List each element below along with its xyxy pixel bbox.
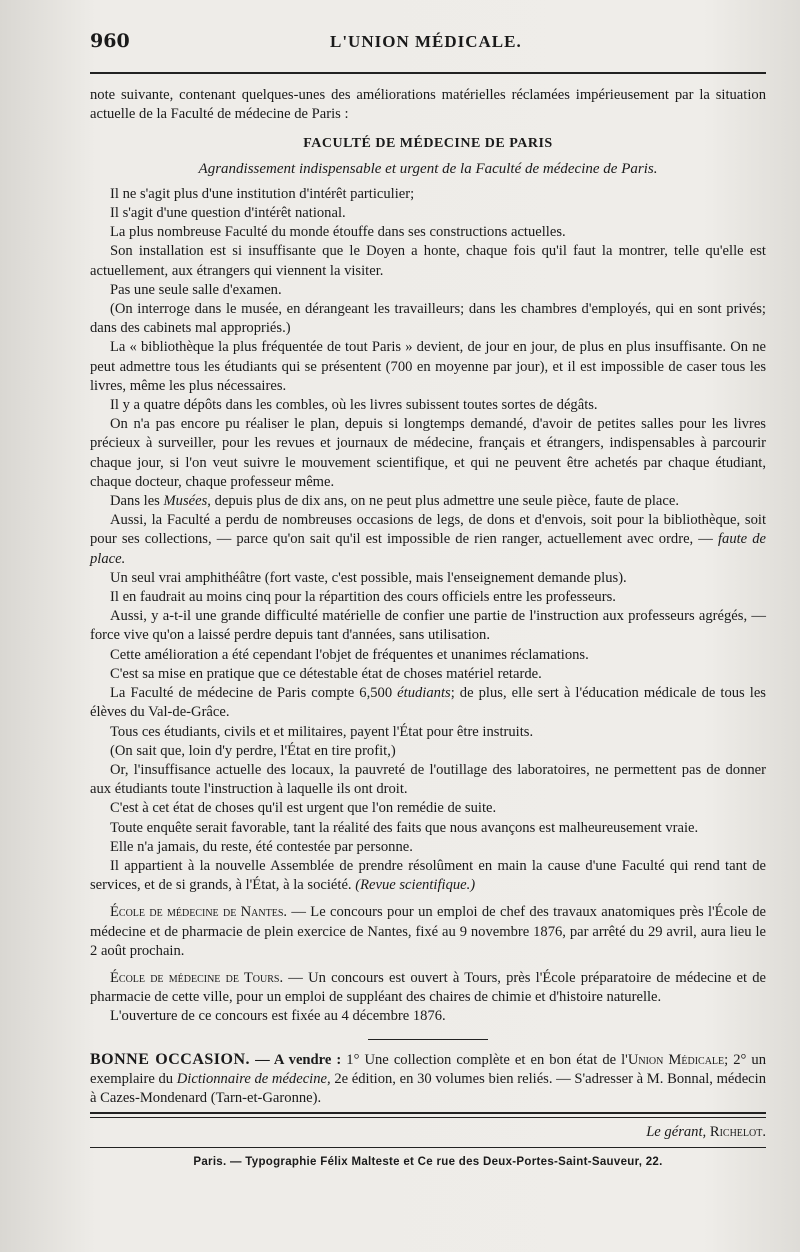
page-header bbox=[90, 30, 766, 64]
notice-text: — Le concours pour un emploi de chef des travaux anatomiques près l'École de médecine et de pharmacie de plein exercice de Nantes, fixé au 9 novembre 1876, par arrêté du 29 avril, aura lieu le 2 août prochain. bbox=[90, 904, 766, 959]
paragraph: Cette amélioration a été cependant l'objet de fréquentes et unanimes réclamations. bbox=[110, 646, 589, 663]
running-title: L'UNION MÉDICALE. bbox=[330, 32, 522, 51]
notice-label: École de médecine de Nantes. bbox=[110, 904, 288, 921]
italic-text: Musées bbox=[163, 493, 208, 510]
paragraph: Toute enquête serait favorable, tant la réalité des faits que nous avançons est malheureusement vraie. bbox=[110, 819, 699, 836]
notice-tours bbox=[90, 969, 766, 1007]
paragraph: Pas une seule salle d'examen. bbox=[110, 281, 282, 298]
paragraph: La « bibliothèque la plus fréquentée de tout Paris » devient, de jour en jour, de plus en plus insuffisante. On ne peut admettre tous les étudiants qui se présentent (700 en moyenne par jour), et il est impossible de caser tous les livres, même les plus nécessaires. bbox=[90, 339, 766, 394]
header-rule bbox=[90, 72, 766, 74]
paragraph: Tous ces étudiants, civils et et militaires, payent l'État pour être instruits. bbox=[110, 723, 534, 740]
paragraph: Il ne s'agit plus d'une institution d'intérêt particulier; bbox=[110, 185, 415, 202]
page-number: 960 bbox=[90, 30, 130, 52]
paragraph: C'est sa mise en pratique que ce détestable état de choses matériel retarde. bbox=[110, 665, 542, 682]
italic-text: Dictionnaire de médecine bbox=[176, 1070, 328, 1087]
paragraph: Son installation est si insuffisante que le Doyen a honte, chaque fois qu'il faut la montrer, telle qu'elle est actuellement, aux étrangers qui viennent la visiter. bbox=[90, 243, 766, 279]
paragraph: Il y a quatre dépôts dans les combles, où les livres subissent toutes sortes de dégâts. bbox=[110, 397, 598, 414]
text: La Faculté de médecine de Paris compte 6,500 bbox=[110, 685, 398, 702]
article-body bbox=[90, 86, 766, 1027]
text: , depuis plus de dix ans, on ne peut plus admettre une seule pièce, faute de place. bbox=[207, 493, 680, 510]
paragraph: (On interroge dans le musée, en dérangeant les travailleurs; dans les chambres d'employés, qui en sont privés; dans des cabinets mal appropriés.) bbox=[90, 301, 766, 337]
printer-imprint: Paris. — Typographie Félix Malteste et Ce rue des Deux-Portes-Saint-Sauveur, 22. bbox=[193, 1156, 663, 1169]
text: 1° Une collection complète et en bon état de l' bbox=[346, 1051, 628, 1068]
text: Aussi, la Faculté a perdu de nombreuses occasions de legs, de dons et d'envois, soit pour la bibliothèque, soit pour ses collections, — parce qu'on sait qu'il est impossible de rien ranger, actuellement avec ordre, — bbox=[90, 512, 766, 548]
text: , 2e édition, en 30 volumes bien reliés. — S'adresser à M. Bonnal, médecin à Cazes-Mondenard (Tarn-et-Garonne). bbox=[90, 1070, 766, 1106]
paragraph-musees bbox=[90, 492, 766, 511]
italic-text: (Revue scientifique.) bbox=[355, 877, 476, 894]
paragraph: La plus nombreuse Faculté du monde étouffe dans ses constructions actuelles. bbox=[110, 224, 566, 241]
paragraph: C'est à cet état de choses qu'il est urgent que l'on remédie de suite. bbox=[110, 800, 497, 817]
text: Il appartient à la nouvelle Assemblée de prendre résolûment en main la cause d'une Faculté qui rend tant de services, et de si grands, à l'État, à la société. bbox=[90, 857, 766, 894]
paragraph: Il s'agit d'une question d'intérêt national. bbox=[110, 205, 346, 222]
double-rule bbox=[90, 1112, 766, 1118]
italic-text: étudiants bbox=[397, 685, 451, 702]
signature-name: Richelot. bbox=[709, 1124, 766, 1141]
paragraph-compte bbox=[90, 684, 766, 722]
notice-label: École de médecine de Tours. bbox=[110, 969, 284, 986]
signature-label: Le gérant, bbox=[646, 1124, 707, 1141]
section-subheading: Agrandissement indispensable et urgent de la Faculté de médecine de Paris. bbox=[198, 160, 658, 177]
section-heading: FACULTÉ DE MÉDECINE DE PARIS bbox=[303, 136, 553, 152]
paragraph-appartient bbox=[90, 857, 766, 895]
paragraph: Un seul vrai amphithéâtre (fort vaste, c'est possible, mais l'enseignement demande plus). bbox=[110, 569, 627, 586]
advert-title: BONNE OCCASION. bbox=[90, 1050, 251, 1068]
paragraph: Il en faudrait au moins cinq pour la répartition des cours officiels entre les professeurs. bbox=[110, 589, 616, 606]
section-divider bbox=[368, 1039, 488, 1040]
text: ; de plus, elle sert à l'éducation médicale de tous les élèves du Val-de-Grâce. bbox=[90, 685, 766, 721]
text: ; 2° un exemplaire du bbox=[90, 1051, 766, 1087]
paragraph: On n'a pas encore pu réaliser le plan, depuis si longtemps demandé, d'avoir de petites salles pour les livres précieux à surveiller, pour les revues et journaux de médecine, français et étrangers, indispensables à parcourir chaque jour, si l'on veut suivre le mouvement scientifique, et qui ne peuvent être achetés par chaque étudiant, chaque docteur, chaque professeur même. bbox=[90, 416, 766, 490]
signature bbox=[90, 1124, 766, 1141]
paragraph: (On sait que, loin d'y perdre, l'État en tire profit,) bbox=[110, 742, 396, 759]
italic-text: faute de place. bbox=[90, 531, 767, 567]
advert-vendre: — A vendre : bbox=[250, 1051, 347, 1068]
advertisement bbox=[90, 1050, 766, 1109]
notice-nantes bbox=[90, 903, 766, 961]
notice-text: — Un concours est ouvert à Tours, près l'École préparatoire de médecine et de pharmacie de cette ville, pour un emploi de suppléant des chaires de chimie et d'histoire naturelle. bbox=[90, 969, 766, 1006]
intro-paragraph: note suivante, contenant quelques-unes des améliorations matérielles réclamées impérieusement par la situation actuelle de la Faculté de médecine de Paris : bbox=[90, 87, 766, 123]
paragraph: Elle n'a jamais, du reste, été contestée par personne. bbox=[110, 838, 413, 855]
paragraph: Aussi, y a-t-il une grande difficulté matérielle de confier une partie de l'instruction aux professeurs agrégés, — force vive qu'on a laissé perdre depuis tant d'années, sans utilisation. bbox=[90, 608, 766, 644]
text: Dans les bbox=[110, 493, 164, 510]
paragraph: Or, l'insuffisance actuelle des locaux, la pauvreté de l'outillage des laboratoires, ne permettent pas de donner aux étudiants toute l'instruction à laquelle ils ont droit. bbox=[90, 761, 766, 798]
paragraph-aussi bbox=[90, 511, 766, 569]
footer-rule bbox=[90, 1147, 766, 1148]
journal-name: Union Médicale bbox=[627, 1051, 725, 1068]
paragraph: L'ouverture de ce concours est fixée au 4 décembre 1876. bbox=[110, 1008, 446, 1025]
